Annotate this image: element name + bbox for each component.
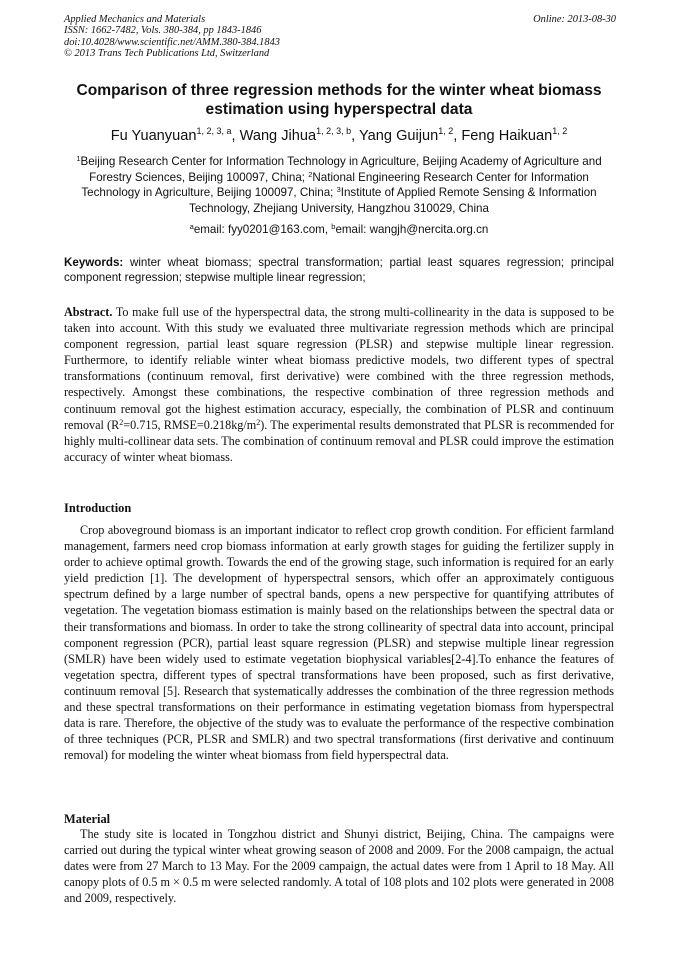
abstract-label: Abstract.	[64, 305, 113, 319]
keywords-label: Keywords:	[64, 256, 124, 269]
section-heading-material: Material	[64, 812, 111, 826]
online-date: Online: 2013-08-30	[533, 14, 616, 25]
material-paragraph: The study site is located in Tongzhou district and Shunyi district, Beijing, China. The campaigns were carried out during the typical winter wheat growing season of 2008 and 2009. For the 2008 campaign, the actual dates were from 27 March to 13 May. For the 2009 campaign, the actual dates were from 1 April to 18 May. All canopy plots of 0.5 m × 0.5 m were selected randomly. A total of 108 plots and 102 plots were generated in 2008 and 2009, respectively.	[64, 827, 615, 906]
journal-name: Applied Mechanics and Materials	[64, 14, 206, 25]
author-emails: $^a$email: fyy0201@163.com, $^b$email: wangjh@nercita.org.cn	[189, 222, 489, 236]
affiliation: Beijing Research Center for Information Technology in Agriculture, Beijing Academy of Agriculture and Forestry Sciences, Beijing 100097, China;	[80, 155, 602, 184]
affiliations: $^1$Beijing Research Center for Information Technology in Agriculture, Beijing Academy of Agriculture and Forestry Sciences, Beijing 100097, China; $^2$National Engineering Research Center for Information Technology in Agriculture, Beijing 100097, China; $^3$Institute of Applied Remote Sensing & Information Technology, Zhejiang University, Hangzhou 310029, China	[76, 154, 602, 215]
author: Fu Yuanyuan$^{1, 2, 3, a}$,	[110, 126, 240, 144]
affiliation: Institute of Applied Remote Sensing & Information Technology, Zhejiang University, Hangzhou 310029, China	[189, 186, 597, 215]
copyright-line: © 2013 Trans Tech Publications Ltd, Switzerland	[64, 48, 270, 60]
doi-line: doi:10.4028/www.scientific.net/AMM.380-384.1843	[64, 36, 280, 48]
keywords	[64, 255, 614, 286]
email-link[interactable]: email: wangjh@nercita.org.cn	[335, 223, 489, 236]
author: Yang Guijun$^{1, 2}$,	[359, 126, 462, 144]
keywords-text: winter wheat biomass; spectral transformation; partial least squares regression; principal component regression; stepwise multiple linear regression;	[64, 256, 614, 285]
paper-title: Comparison of three regression methods for the winter wheat biomass estimation using hyperspectral data	[76, 82, 602, 118]
issn-line: ISSN: 1662-7482, Vols. 380-384, pp 1843-1846	[64, 25, 262, 37]
affiliation: National Engineering Research Center for Information Technology in Agriculture, Beijing 100097, China;	[81, 170, 589, 200]
section-heading-introduction: Introduction	[64, 501, 132, 515]
abstract: Abstract. To make full use of the hyperspectral data, the strong multi-collinearity in the data is supposed to be taken into account. With this study we evaluated three multivariate regression methods which are principal component regression, partial least square regression (PLSR) and stepwise multiple linear regression. Furthermore, to identify reliable winter wheat biomass predictive models, two different types of spectral transformations (continuum removal, first derivative) were combined with the three regression methods, respectively. Amongst these combinations, the respective combination of three regression methods and continuum removal got the highest estimation accuracy, especially, the combination of PLSR and continuum removal ($R^2=0.715$, $RMSE=0.218kg/m^2$). The experimental results demonstrated that PLSR is recommended for highly multi-collinear data sets. The combination of continuum removal and PLSR could improve the estimation accuracy of winter wheat biomass.	[64, 305, 614, 464]
author: Wang Jihua$^{1, 2, 3, b}$,	[239, 126, 360, 144]
author: Feng Haikuan$^{1, 2}$	[461, 126, 568, 144]
author-list	[60, 127, 618, 145]
journal-header	[64, 14, 616, 60]
introduction-paragraph: Crop aboveground biomass is an important indicator to reflect crop growth condition. For efficient farmland management, farmers need crop biomass information at early growth stages for guiding the fertilizer supply in order to achieve optimal growth. Towards the end of the growing stage, such information is required for an early yield prediction [1]. The development of hyperspectral sensors, which offer an approximately contiguous spectrum defined by a large number of spectral bands, opens a new perspective for quantifying attributes of vegetation. The vegetation biomass estimation is mainly based on the relationships between the spectral data or their transformations and biomass. In order to take the strong collinearity of spectral data into account, principal component regression (PCR), partial least square regression (PLSR) and stepwise multiple linear regression (SMLR) have been widely used to estimate vegetation biophysical variables[2-4].To enhance the features of vegetation spectra, different types of spectral transformations have been proposed, such as first derivative, continuum removal [5]. Research that systematically addresses the combination of the three regression methods and these spectral transformations on their performance in estimating vegetation biomass from hyperspectral data is rare. Therefore, the objective of the study was to evaluate the performance of the respective combination of three techniques (PCR, PLSR and SMLR) and two spectral transformations (first derivative and continuum removal) for modeling the winter wheat biomass from field hyperspectral data.	[64, 523, 614, 763]
email-link[interactable]: email: fyy0201@163.com,	[193, 223, 332, 236]
